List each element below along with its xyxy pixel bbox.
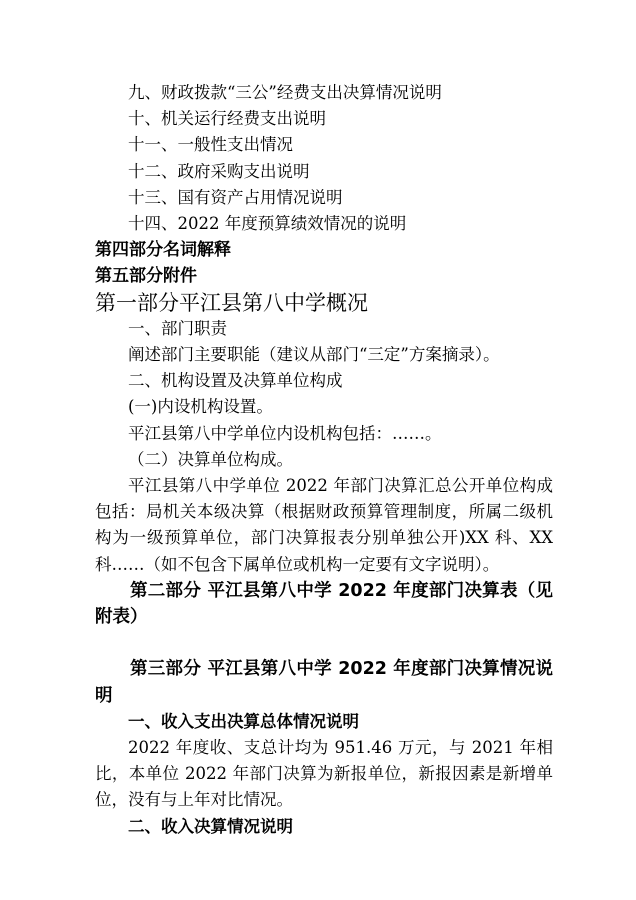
section1-item2-heading: 二、机构设置及决算单位构成 xyxy=(128,371,343,391)
part3-heading: 第三部分 平江县第八中学 2022 年度部门决算情况说明 xyxy=(95,659,553,706)
section3-item2-heading: 二、收入决算情况说明 xyxy=(128,816,293,836)
part4-heading: 第四部分名词解释 xyxy=(95,240,231,261)
part1-section xyxy=(95,316,553,578)
toc-item-13: 十三、国有资产占用情况说明 xyxy=(128,187,343,207)
toc-item-11: 十一、一般性支出情况 xyxy=(128,135,293,155)
section3-item1-body: 2022 年度收、支总计均为 951.46 万元，与 2021 年相比，本单位 2022 年部门决算为新报单位，新报因素是新增单位，没有与上年对比情况。 xyxy=(95,738,553,810)
table-of-contents xyxy=(95,80,553,237)
part1-heading: 第一部分平江县第八中学概况 xyxy=(95,290,368,315)
section1-item1-heading: 一、部门职责 xyxy=(128,318,227,338)
part3-section xyxy=(95,709,553,840)
section1-sub1-heading: (一)内设机构设置。 xyxy=(128,397,273,417)
toc-item-14: 十四、2022 年度预算绩效情况的说明 xyxy=(128,214,407,234)
section1-sub2-heading: （二）决算单位构成。 xyxy=(128,449,293,469)
toc-item-10: 十、机关运行经费支出说明 xyxy=(128,109,326,129)
part2-heading: 第二部分 平江县第八中学 2022 年度部门决算表（见附表） xyxy=(95,580,553,628)
toc-item-9: 九、财政拨款“三公”经费支出决算情况说明 xyxy=(128,83,442,102)
part5-heading: 第五部分附件 xyxy=(95,266,197,287)
section1-sub2-body: 平江县第八中学单位 2022 年部门决算汇总公开单位构成包括：局机关本级决算（根据财政预算管理制度，所属二级机构为一级预算单位，部门决算报表分别单独公开)XX 科、XX 科……（如不包含下属单位或机构一定要有文字说明）。 xyxy=(95,476,553,574)
blank-line xyxy=(95,630,553,656)
section3-item1-heading: 一、收入支出决算总体情况说明 xyxy=(128,711,359,731)
toc-item-12: 十二、政府采购支出说明 xyxy=(128,161,310,181)
section1-item1-body: 阐述部门主要职能（建议从部门“三定”方案摘录）。 xyxy=(128,345,500,365)
section1-sub1-body: 平江县第八中学单位内设机构包括：……。 xyxy=(128,423,442,443)
